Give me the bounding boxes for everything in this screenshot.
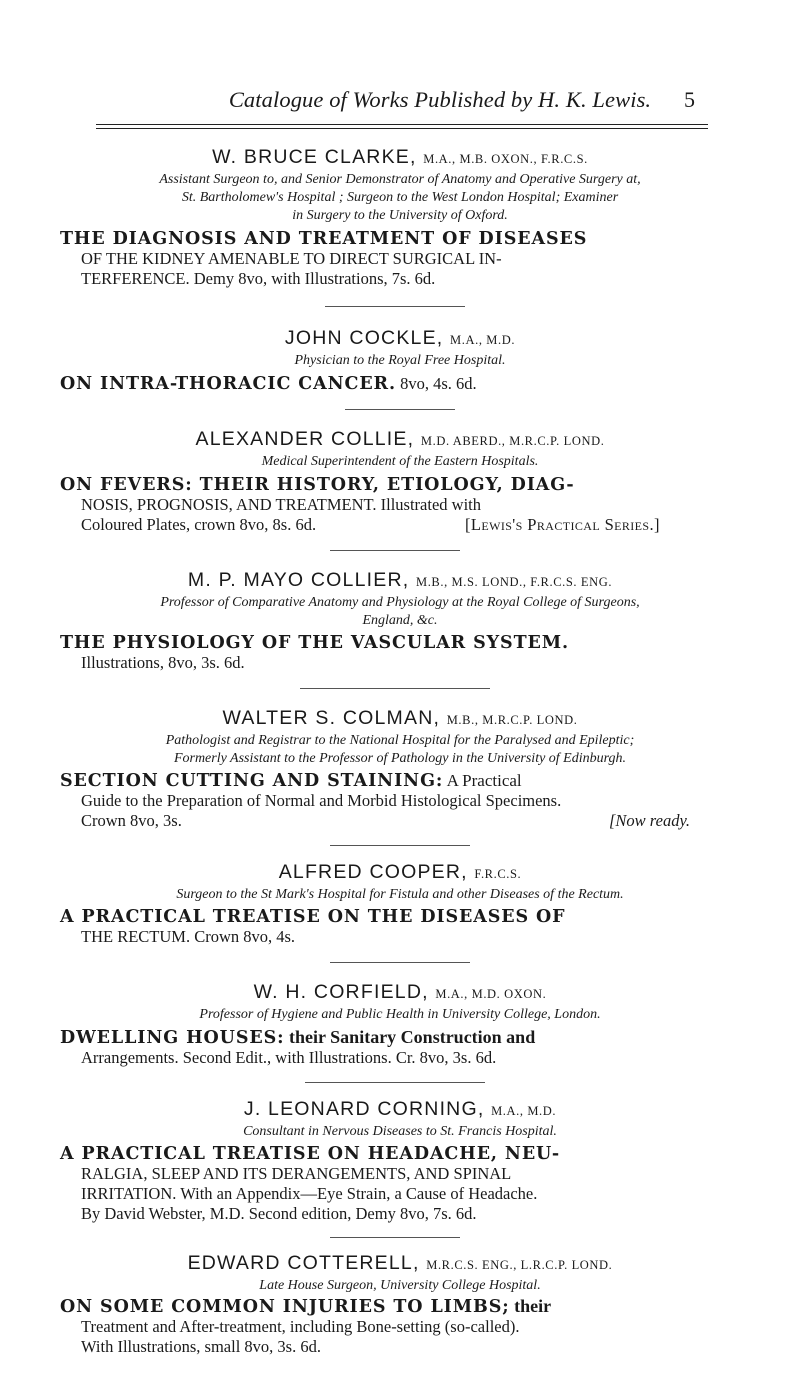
author-qualifications: M.A., M.B. OXON., F.R.C.S. (423, 152, 588, 166)
author-qualifications: M.B., M.R.C.P. LOND. (446, 713, 578, 727)
entry-collie (0, 428, 800, 535)
author-role: Late House Surgeon, University College Hospital. (259, 1278, 541, 1293)
page-number: 5 (684, 87, 695, 112)
entry-corning (0, 1098, 800, 1224)
author-qualifications: M.D. ABERD., M.R.C.P. LOND. (420, 434, 605, 448)
author-name: WALTER S. COLMAN, M.B., M.R.C.P. LOND. (222, 707, 578, 729)
author-qualifications: M.A., M.D. (491, 1104, 557, 1118)
author-role: Medical Superintendent of the Eastern Hospitals. (261, 454, 539, 469)
author-qualifications: M.A., M.D. (450, 333, 516, 347)
author-role: Pathologist and Registrar to the National Hospital for the Paralysed and Epileptic; Formerly Assistant to the Professor of Pathology in the University of Edinburgh. (165, 733, 635, 766)
entry-clarke (0, 146, 800, 289)
author-qualifications: M.B., M.S. LOND., F.R.C.S. ENG. (415, 575, 613, 589)
running-title: Catalogue of Works Published by H. K. Lewis. (228, 87, 652, 112)
author-name: EDWARD COTTERELL, M.R.C.S. ENG., L.R.C.P. LOND. (187, 1252, 613, 1274)
entry-mayo-collier (0, 569, 800, 673)
entry-corfield (0, 981, 800, 1068)
entry-separator (330, 1237, 460, 1238)
entry-separator (330, 845, 470, 846)
author-role: Consultant in Nervous Diseases to St. Francis Hospital. (243, 1124, 557, 1139)
entry-cooper (0, 861, 800, 947)
book-title: DWELLING HOUSES: their Sanitary Construction and Arrangements. Second Edit., with Illustrations. Cr. 8vo, 3s. 6d. (60, 1027, 536, 1067)
author-qualifications: M.R.C.S. ENG., L.R.C.P. LOND. (426, 1258, 613, 1272)
author-name: JOHN COCKLE, M.A., M.D. (284, 327, 516, 349)
book-title: ON SOME COMMON INJURIES TO LIMBS; their Treatment and After-treatment, including Bone-setting (so-called). With Illustrations, small 8vo, 3s. 6d. (60, 1296, 552, 1356)
book-title: THE PHYSIOLOGY OF THE VASCULAR SYSTEM. Illustrations, 8vo, 3s. 6d. (60, 633, 570, 672)
entry-separator (300, 688, 490, 689)
book-title: ON INTRA-THORACIC CANCER. 8vo, 4s. 6d. (60, 374, 477, 394)
author-role: Professor of Hygiene and Public Health in University College, London. (199, 1007, 601, 1022)
entry-separator (330, 962, 470, 963)
book-title: A PRACTICAL TREATISE ON HEADACHE, NEU- RALGIA, SLEEP AND ITS DERANGEMENTS, AND SPINAL IRRITATION. With an Appendix—Eye Strain, a Cause of Headache. By David Webster, M.D. Second edition, Demy 8vo, 7s. 6d. (60, 1144, 561, 1223)
series-note: [Lewis's Practical Series.] (465, 515, 660, 534)
author-name: W. BRUCE CLARKE, M.A., M.B. OXON., F.R.C.S. (212, 146, 588, 168)
author-qualifications: M.A., M.D. OXON. (435, 987, 547, 1001)
author-qualifications: F.R.C.S. (474, 867, 522, 881)
author-name: M. P. MAYO COLLIER, M.B., M.S. LOND., F.R.C.S. ENG. (187, 569, 613, 591)
header-rule-thin (96, 124, 708, 125)
entry-cotterell (0, 1252, 800, 1357)
author-name: ALFRED COOPER, F.R.C.S. (278, 861, 522, 883)
author-role: Assistant Surgeon to, and Senior Demonstrator of Anatomy and Operative Surgery at, St. Bartholomew's Hospital ; Surgeon to the West London Hospital; Examiner in Surgery to the University of Oxford. (159, 172, 641, 223)
author-name: J. LEONARD CORNING, M.A., M.D. (243, 1098, 557, 1120)
entry-separator (345, 409, 455, 410)
availability-note: [Now ready. (609, 811, 690, 830)
author-role: Physician to the Royal Free Hospital. (294, 353, 506, 368)
entry-separator (330, 550, 460, 551)
book-title: SECTION CUTTING AND STAINING: A Practical Guide to the Preparation of Normal and Morbid Histological Specimens. Crown 8vo, 3s. [Now ready. (60, 771, 690, 830)
author-name: W. H. CORFIELD, M.A., M.D. OXON. (253, 981, 547, 1003)
author-role: Professor of Comparative Anatomy and Physiology at the Royal College of Surgeons, England, &c. (160, 595, 640, 628)
entry-colman (0, 707, 800, 831)
book-title: ON FEVERS: THEIR HISTORY, ETIOLOGY, DIAG- NOSIS, PROGNOSIS, AND TREATMENT. Illustrated with Coloured Plates, crown 8vo, 8s. 6d. [Lewis's Practical Series.] (60, 475, 660, 534)
author-name: ALEXANDER COLLIE, M.D. ABERD., M.R.C.P. LOND. (195, 428, 605, 450)
entry-separator (325, 306, 465, 307)
entry-cockle (0, 327, 800, 394)
book-title: THE DIAGNOSIS AND TREATMENT OF DISEASES OF THE KIDNEY AMENABLE TO DIRECT SURGICAL IN- TERFERENCE. Demy 8vo, with Illustrations, 7s. 6d. (60, 229, 588, 288)
book-title: A PRACTICAL TREATISE ON THE DISEASES OF THE RECTUM. Crown 8vo, 4s. (60, 907, 566, 946)
entry-separator (305, 1082, 485, 1083)
header-rule-thick (96, 128, 708, 129)
author-role: Surgeon to the St Mark's Hospital for Fistula and other Diseases of the Rectum. (176, 887, 624, 902)
